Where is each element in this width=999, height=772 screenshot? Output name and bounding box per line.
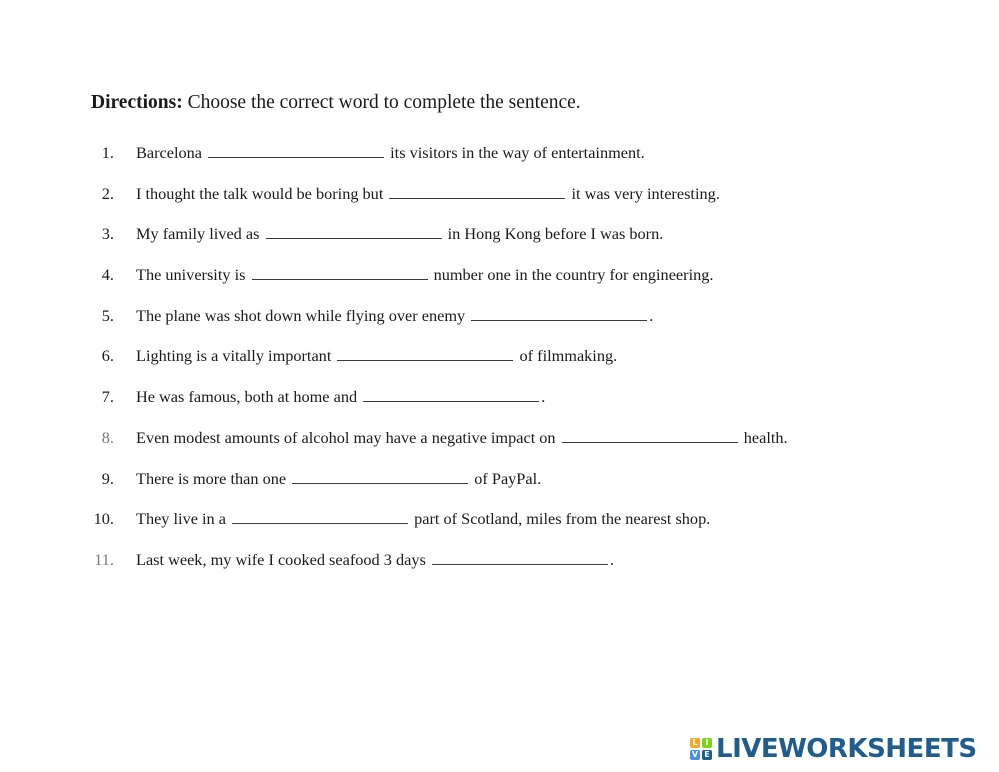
question-text-after: of filmmaking. [519,346,618,366]
answer-blank[interactable] [266,223,442,239]
question-number: 3. [101,224,114,244]
question-number: 10. [93,509,114,529]
logo-mark-cell: L [690,738,700,748]
answer-blank[interactable] [432,549,608,565]
answer-blank[interactable] [208,142,384,158]
question-text-before: The university is [136,265,246,285]
question-text-after: . [609,549,614,569]
question-text-after: in Hong Kong before I was born. [447,224,664,244]
answer-blank[interactable] [232,508,408,524]
question-text-before: There is more than one [136,468,287,488]
answer-blank[interactable] [389,183,565,199]
question-text-after: . [649,305,654,325]
question-text [136,547,614,573]
question-text [136,384,545,410]
logo-mark-cell: E [702,750,712,760]
question-number: 6. [101,346,114,366]
answer-blank[interactable] [252,264,428,280]
question-text [136,140,645,166]
question-text-before: I thought the talk would be boring but [136,183,384,203]
question-text-before: He was famous, both at home and [136,387,358,407]
question-text-after: it was very interesting. [571,183,720,203]
question-text-after: its visitors in the way of entertainment. [390,143,645,162]
question-text-before: Barcelona [136,143,202,162]
answer-blank[interactable] [471,305,647,321]
question-text [136,425,788,451]
question-text-after: health. [743,427,788,447]
question-text-before: Lighting is a vitally important [136,346,332,366]
answer-blank[interactable] [337,345,513,361]
logo-mark-cell: V [691,750,699,759]
question-number: 1. [101,143,114,162]
question-text-before: My family lived as [136,224,260,244]
logo-wordmark: LIVEWORKSHEETS [716,734,977,764]
question-number: 11. [94,549,114,569]
liveworksheets-logo [690,732,977,766]
question-text [136,181,720,207]
question-number: 7. [101,387,114,407]
question-text [136,343,617,369]
question-number: 9. [101,468,114,488]
directions-text: Choose the correct word to complete the sentence. [187,92,581,113]
question-text-before: They live in a [136,509,226,529]
question-text-after: part of Scotland, miles from the nearest shop. [414,509,711,529]
question-text-before: Even modest amounts of alcohol may have a negative impact on [136,427,556,447]
question-number: 8. [101,427,114,447]
question-text-after: number one in the country for engineering. [433,265,714,285]
directions [91,90,581,116]
question-text [136,221,663,247]
question-text [136,466,541,492]
logo-mark-cell: I [702,738,712,748]
question-text-after: of PayPal. [474,468,542,488]
question-text-before: Last week, my wife I cooked seafood 3 days [136,549,426,569]
question-text [136,303,653,329]
answer-blank[interactable] [363,386,539,402]
question-number: 5. [101,305,114,325]
question-text [136,262,713,288]
directions-label: Directions: [91,92,183,113]
answer-blank[interactable] [562,427,738,443]
question-number: 4. [101,265,114,285]
question-text-after: . [541,387,546,407]
question-number: 2. [101,183,114,203]
answer-blank[interactable] [292,468,468,484]
question-text-before: The plane was shot down while flying over enemy [136,305,466,325]
question-text [136,506,710,532]
logo-mark-icon [690,738,712,760]
